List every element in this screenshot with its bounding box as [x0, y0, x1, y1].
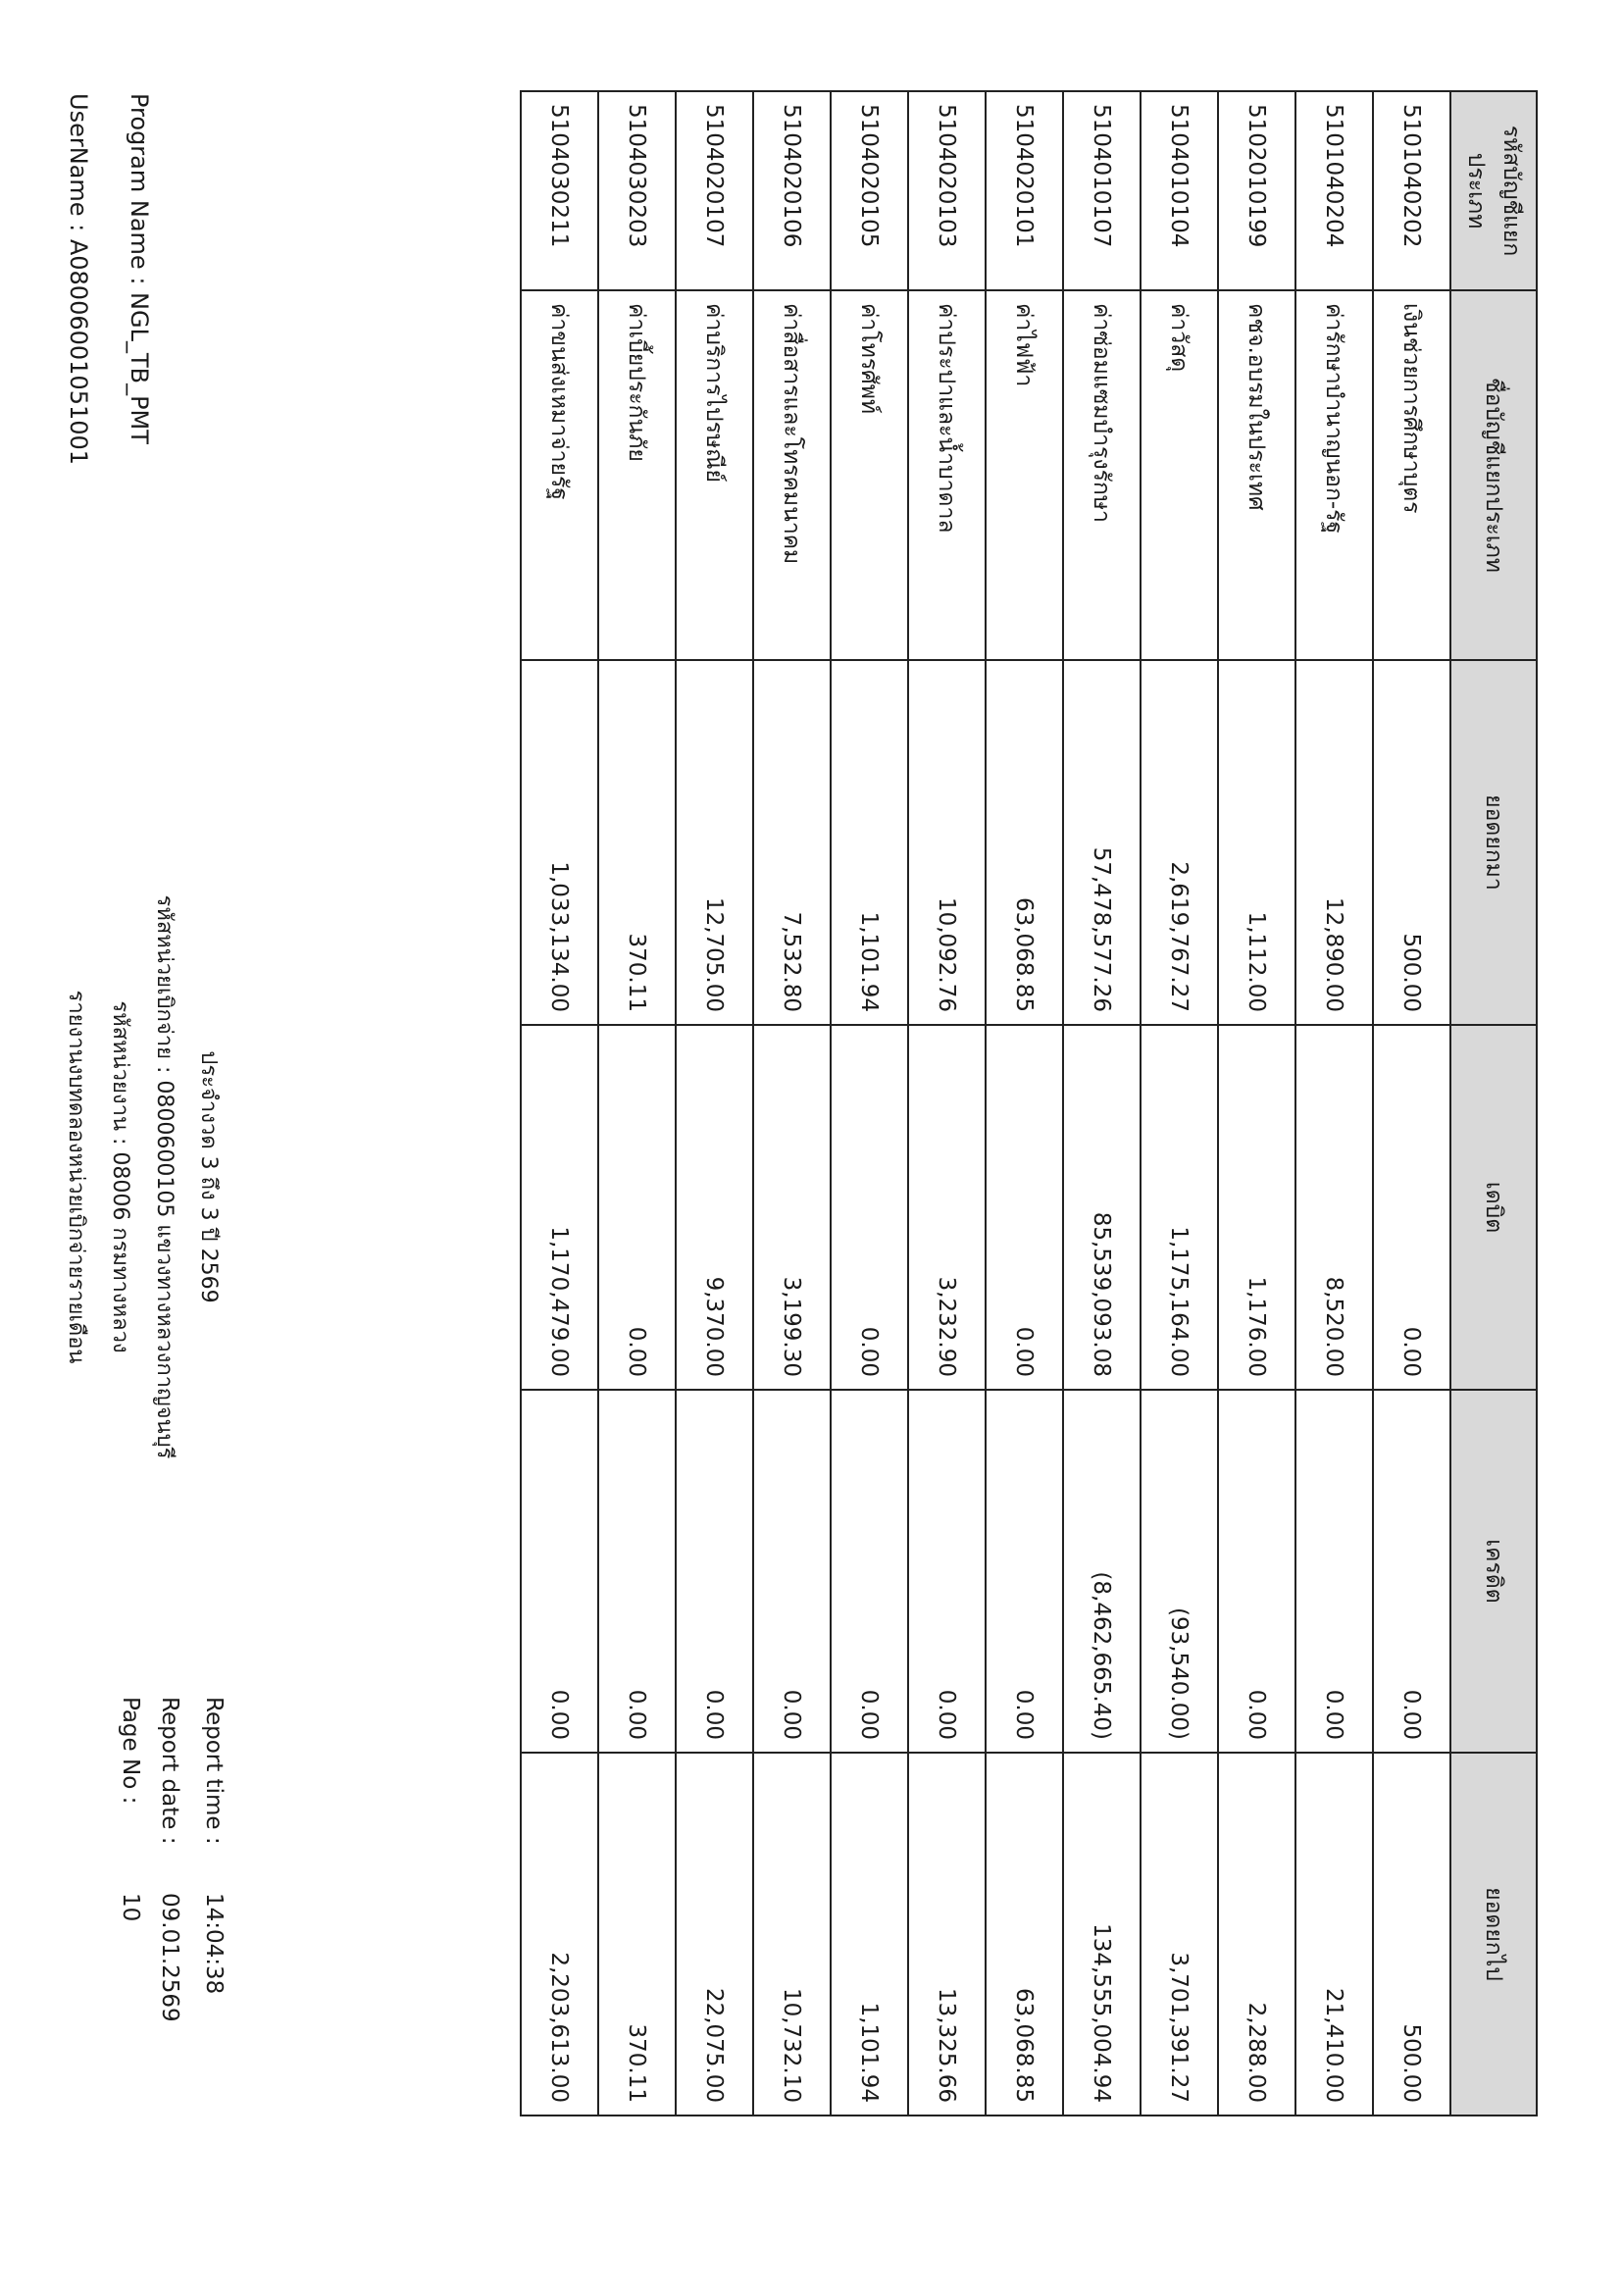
trial-balance-table [520, 90, 1538, 2116]
debit-cell: 0.00 [598, 1025, 676, 1390]
carried-forward-cell: 3,701,391.27 [1141, 1753, 1218, 2116]
page-no-value: 10 [118, 1893, 143, 1922]
account-name-cell: ค่าวัสดุ [1141, 290, 1218, 660]
brought-forward-cell: 63,068.85 [986, 660, 1063, 1025]
debit-cell: 1,175,164.00 [1141, 1025, 1218, 1390]
carried-forward-cell: 63,068.85 [986, 1753, 1063, 2116]
account-code-cell: 5104020107 [676, 91, 753, 290]
credit-cell: 0.00 [1295, 1390, 1373, 1753]
disbursing-unit-line: รหัสหน่วยเบิกจ่าย : 0800600105 แขวงทางหลวงกาญจนบุรี [152, 894, 177, 1459]
debit-cell: 1,170,479.00 [521, 1025, 598, 1390]
table-row [986, 91, 1063, 2116]
brought-forward-cell: 2,619,767.27 [1141, 660, 1218, 1025]
credit-cell: 0.00 [908, 1390, 986, 1753]
col-header-brought-forward: ยอดยกมา [1450, 660, 1537, 1025]
debit-cell: 9,370.00 [676, 1025, 753, 1390]
brought-forward-cell: 12,890.00 [1295, 660, 1373, 1025]
debit-cell: 85,539,093.08 [1063, 1025, 1141, 1390]
account-name-cell: ค่ารักษาบำนาญนอก-รัฐ [1295, 290, 1373, 660]
credit-cell: 0.00 [753, 1390, 831, 1753]
credit-cell: 0.00 [986, 1390, 1063, 1753]
account-code-cell: 5104020103 [908, 91, 986, 290]
col-header-credit: เครดิต [1450, 1390, 1537, 1753]
report-time-value: 14:04:38 [201, 1893, 227, 1995]
debit-cell: 0.00 [1373, 1025, 1450, 1390]
account-name-cell: ค่าขนส่งเหมาจ่ายรัฐ [521, 290, 598, 660]
account-code-cell: 5104030203 [598, 91, 676, 290]
debit-cell: 1,176.00 [1218, 1025, 1295, 1390]
carried-forward-cell: 1,101.94 [831, 1753, 908, 2116]
report-time-label: Report time : [201, 1697, 227, 1845]
account-name-cell: ค่าสื่อสารและโทรคมนาคม [753, 290, 831, 660]
program-name: Program Name : NGL_TB_PMT [126, 93, 153, 444]
report-date-label: Report date : [157, 1697, 182, 1845]
brought-forward-cell: 1,101.94 [831, 660, 908, 1025]
col-header-carried-forward: ยอดยกไป [1450, 1753, 1537, 2116]
period-line: ประจำงวด 3 ถึง 3 ปี 2569 [196, 1050, 221, 1303]
brought-forward-cell: 57,478,577.26 [1063, 660, 1141, 1025]
col-header-debit: เดบิต [1450, 1025, 1537, 1390]
report-date-value: 09.01.2569 [157, 1893, 182, 2022]
page-no-label: Page No : [118, 1697, 143, 1805]
table-row [1295, 91, 1373, 2116]
carried-forward-cell: 2,288.00 [1218, 1753, 1295, 2116]
account-name-cell: ค่าโทรศัพท์ [831, 290, 908, 660]
credit-cell: (93,540.00) [1141, 1390, 1218, 1753]
account-code-cell: 5101040204 [1295, 91, 1373, 290]
brought-forward-cell: 7,532.80 [753, 660, 831, 1025]
carried-forward-cell: 134,555,004.94 [1063, 1753, 1141, 2116]
credit-cell: 0.00 [676, 1390, 753, 1753]
user-name: UserName : A080060010510​01 [65, 93, 92, 466]
table-row [676, 91, 753, 2116]
table-row [598, 91, 676, 2116]
credit-cell: 0.00 [1373, 1390, 1450, 1753]
brought-forward-cell: 370.11 [598, 660, 676, 1025]
report-title: รายงานงบทดลองหน่วยเบิกจ่ายรายเดือน [64, 990, 88, 1364]
account-code-cell: 5104010107 [1063, 91, 1141, 290]
brought-forward-cell: 12,705.00 [676, 660, 753, 1025]
debit-cell: 3,232.90 [908, 1025, 986, 1390]
table-row [521, 91, 598, 2116]
account-name-cell: ค่าซ่อมแซมบำรุงรักษา [1063, 290, 1141, 660]
table-row [753, 91, 831, 2116]
credit-cell: 0.00 [831, 1390, 908, 1753]
account-code-cell: 5101040202 [1373, 91, 1450, 290]
account-name-cell: ค่าเบี้ยประกันภัย [598, 290, 676, 660]
carried-forward-cell: 2,203,613.00 [521, 1753, 598, 2116]
brought-forward-cell: 10,092.76 [908, 660, 986, 1025]
account-name-cell: ค่าประปาและน้ำบาดาล [908, 290, 986, 660]
account-name-cell: เงินช่วยการศึกษาบุตร [1373, 290, 1450, 660]
account-code-cell: 5104020105 [831, 91, 908, 290]
debit-cell: 3,199.30 [753, 1025, 831, 1390]
account-name-cell: คชจ.อบรมในประเทศ [1218, 290, 1295, 660]
carried-forward-cell: 500.00 [1373, 1753, 1450, 2116]
col-header-name: ชื่อบัญชีแยกประเภท [1450, 290, 1537, 660]
carried-forward-cell: 22,075.00 [676, 1753, 753, 2116]
account-name-cell: ค่าบริการไปรษณีย์ [676, 290, 753, 660]
credit-cell: 0.00 [521, 1390, 598, 1753]
credit-cell: 0.00 [598, 1390, 676, 1753]
table-header-row [1450, 91, 1537, 2116]
table-row [908, 91, 986, 2116]
table-row [1373, 91, 1450, 2116]
carried-forward-cell: 13,325.66 [908, 1753, 986, 2116]
debit-cell: 0.00 [986, 1025, 1063, 1390]
account-name-cell: ค่าไฟฟ้า [986, 290, 1063, 660]
table-row [1141, 91, 1218, 2116]
table-row [1218, 91, 1295, 2116]
credit-cell: 0.00 [1218, 1390, 1295, 1753]
account-code-cell: 5104010104 [1141, 91, 1218, 290]
col-header-code: รหัสบัญชีแยกประเภท [1450, 91, 1537, 290]
carried-forward-cell: 370.11 [598, 1753, 676, 2116]
account-code-cell: 5104020106 [753, 91, 831, 290]
account-code-cell: 5104020101 [986, 91, 1063, 290]
debit-cell: 8,520.00 [1295, 1025, 1373, 1390]
account-code-cell: 5102010199 [1218, 91, 1295, 290]
table-row [831, 91, 908, 2116]
brought-forward-cell: 1,112.00 [1218, 660, 1295, 1025]
carried-forward-cell: 10,732.10 [753, 1753, 831, 2116]
account-code-cell: 5104030211 [521, 91, 598, 290]
brought-forward-cell: 500.00 [1373, 660, 1450, 1025]
agency-line: รหัสหน่วยงาน : 08006 กรมทางหลวง [108, 1000, 132, 1353]
debit-cell: 0.00 [831, 1025, 908, 1390]
brought-forward-cell: 1,033,134.00 [521, 660, 598, 1025]
credit-cell: (8,462,665.40) [1063, 1390, 1141, 1753]
table-row [1063, 91, 1141, 2116]
carried-forward-cell: 21,410.00 [1295, 1753, 1373, 2116]
